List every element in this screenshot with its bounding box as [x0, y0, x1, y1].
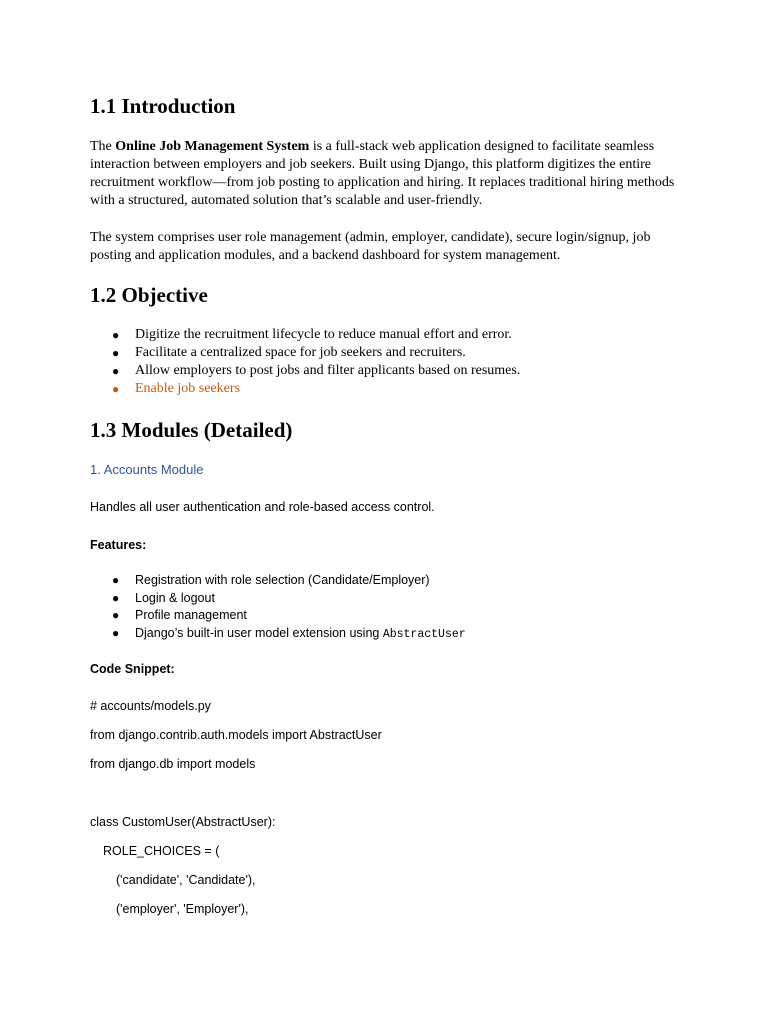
intro-prefix: The	[90, 139, 116, 154]
bullet-icon: ●	[112, 608, 120, 622]
code-snippet-label: Code Snippet:	[90, 662, 175, 676]
code-line: # accounts/models.py	[90, 699, 211, 713]
code-line: ROLE_CHOICES = (	[103, 844, 220, 858]
bullet-icon: ●	[112, 328, 120, 342]
list-item: ● Facilitate a centralized space for job seekers and recruiters.	[112, 345, 466, 360]
bullet-icon: ●	[112, 573, 120, 587]
bullet-icon: ●	[112, 590, 120, 605]
list-item: ● Profile management	[90, 607, 690, 625]
system-name: Online Job Management System	[115, 139, 310, 154]
accounts-module-subheading: 1. Accounts Module	[90, 462, 204, 477]
list-item: ● Login & logout	[90, 590, 690, 608]
list-item: ● Registration with role selection (Candidate/Employer)	[90, 572, 690, 590]
list-item: ● Django’s built-in user model extension using AbstractUser	[112, 625, 466, 641]
bullet-icon: ●	[112, 625, 120, 640]
introduction-paragraph-2: The system comprises user role management (admin, employer, candidate), secure login/signup, job posting and application modules, and a backend dashboard for system management.	[90, 230, 651, 263]
bullet-icon: ●	[112, 346, 120, 360]
objective-list	[90, 326, 690, 398]
inline-code: AbstractUser	[382, 627, 466, 641]
code-line: ('candidate', 'Candidate'),	[116, 873, 256, 887]
introduction-paragraph-1	[90, 138, 690, 210]
modules-heading: 1.3 Modules (Detailed)	[90, 418, 293, 442]
bullet-icon: ●	[112, 382, 120, 396]
features-label: Features:	[90, 538, 147, 552]
intro-rest: is a full-stack web application designed to facilitate seamless interaction between employers and job seekers. Built using Django, this platform digitizes the entire recruitment workflow—from job posting to application and hiring. It replaces traditional hiring methods with a structured, automated solution that’s scalable and user-friendly.	[90, 139, 675, 208]
code-line: from django.db import models	[90, 757, 256, 771]
code-line: class CustomUser(AbstractUser):	[90, 815, 276, 829]
bullet-icon: ●	[112, 364, 120, 378]
code-line: ('employer', 'Employer'),	[116, 902, 249, 916]
features-list	[90, 572, 690, 643]
accounts-module-description: Handles all user authentication and role-based access control.	[90, 500, 435, 514]
code-line: from django.contrib.auth.models import AbstractUser	[90, 728, 382, 742]
objective-heading: 1.2 Objective	[90, 283, 208, 307]
list-item-highlighted: ● Enable job seekers	[112, 381, 240, 396]
introduction-heading: 1.1 Introduction	[90, 94, 236, 118]
list-item: ● Allow employers to post jobs and filter applicants based on resumes.	[112, 363, 521, 378]
list-item: ● Digitize the recruitment lifecycle to reduce manual effort and error.	[112, 327, 512, 342]
